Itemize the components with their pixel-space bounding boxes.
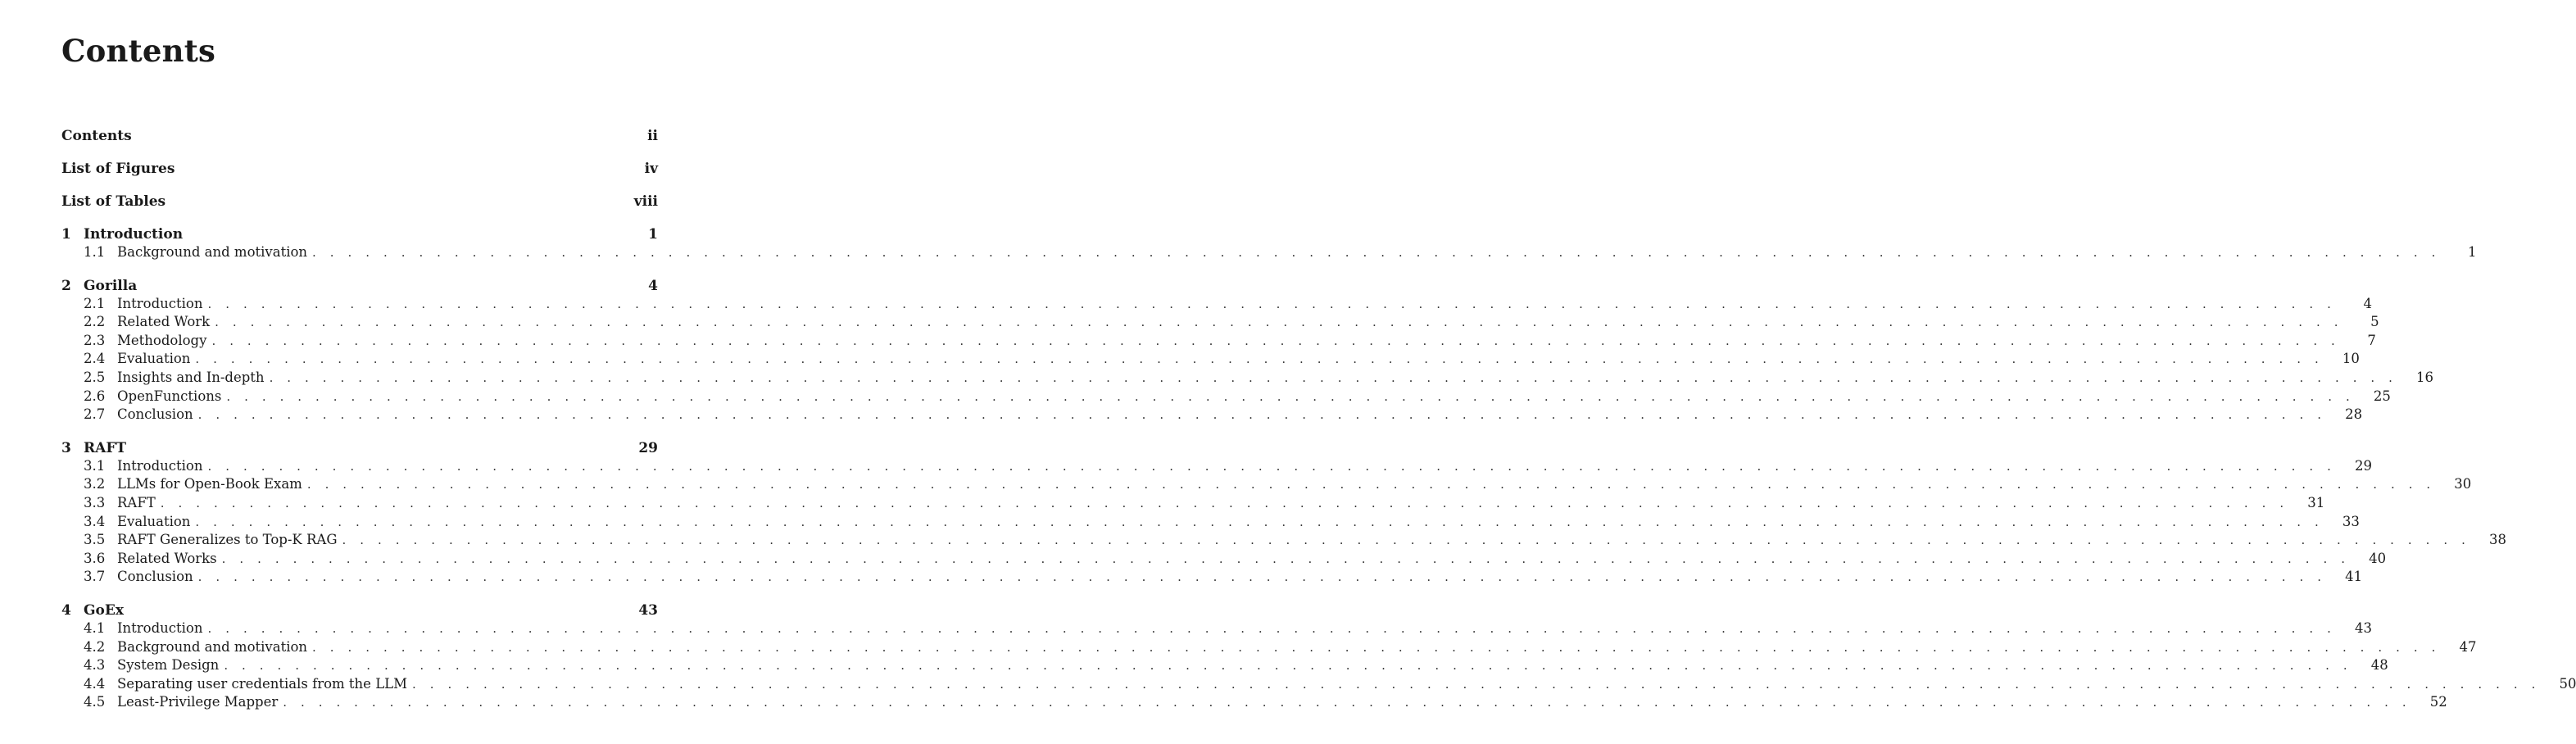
toc-entry-section[interactable] [61, 388, 2391, 406]
toc-page-number: 25 [2373, 388, 2391, 404]
toc-entry-front-matter[interactable] [61, 193, 658, 211]
toc-page-number: 28 [2345, 406, 2363, 423]
toc-entry-title: GoEx [84, 601, 124, 619]
toc-entry-title: Gorilla [84, 277, 138, 294]
toc-entry-section[interactable] [61, 332, 2376, 351]
toc-entry-section[interactable] [61, 550, 2387, 569]
section-number: 3.6 [84, 550, 106, 566]
toc-entry-section[interactable] [61, 656, 2388, 675]
toc-entry-title: OpenFunctions [117, 388, 226, 406]
toc-entry-front-matter[interactable] [61, 160, 658, 178]
toc-page-number: 50 [2559, 675, 2576, 692]
section-number: 2.1 [84, 295, 106, 311]
dot-leader: . . . . . . . . . . . . . . . . . . . . . . . . . . . . . . . . . . . . . . . . . . . . . . . . . . . . . . . . . . . . . . . . . . . . . . . . . . . . . . . . . . . . . . . . . . . . . . . . . . . . . . . . . . . . . . . . . . . . . . . . [195, 352, 2324, 367]
toc-entry-title: RAFT Generalizes to Top-K RAG [117, 531, 342, 550]
toc-entry-section[interactable] [61, 513, 2360, 532]
toc-entry-title: Methodology [117, 332, 211, 351]
dot-leader: . . . . . . . . . . . . . . . . . . . . . . . . . . . . . . . . . . . . . . . . . . . . . . . . . . . . . . . . . . . . . . . . . . . . . . . . . . . . . . . . . . . . . . . . . . . . . . . . . . . . . . . . . . . . . . . . . . . . . . . . [207, 620, 2336, 636]
toc-entry-title: Background and motivation [117, 638, 312, 657]
section-number: 2.6 [84, 388, 106, 404]
toc-entry-section[interactable] [61, 531, 2506, 550]
toc-entry-section[interactable] [61, 619, 2372, 638]
toc-entry-title: Introduction [117, 457, 208, 476]
toc-page-number: 43 [638, 601, 658, 619]
toc-entry-title: Background and motivation [117, 243, 312, 262]
dot-leader: . . . . . . . . . . . . . . . . . . . . . . . . . . . . . . . . . . . . . . . . . . . . . . . . . . . . . . . . . . . . . . . . . . . . . . . . . . . . . . . . . . . . . . . . . . . . . . . . . . . . . . . . . . . . . . . . . . . . . . . . [224, 658, 2352, 674]
toc-entry-section[interactable] [61, 350, 2360, 369]
section-number: 2.4 [84, 351, 106, 367]
toc-entry-title: Introduction [117, 619, 208, 638]
toc-entry-section[interactable] [61, 295, 2372, 314]
section-number: 4.4 [84, 675, 106, 692]
toc-entry-title: RAFT [117, 494, 161, 513]
toc-entry-section[interactable] [61, 243, 2477, 262]
dot-leader: . . . . . . . . . . . . . . . . . . . . . . . . . . . . . . . . . . . . . . . . . . . . . . . . . . . . . . . . . . . . . . . . . . . . . . . . . . . . . . . . . . . . . . . . . . . . . . . . . . . . . . . . . . . . . . . . . . . . . . . . [207, 296, 2336, 311]
chapter-number: 3 [61, 439, 71, 456]
toc-entry-chapter[interactable] [61, 601, 658, 619]
toc-entry-title: Introduction [117, 295, 208, 314]
section-number: 2.2 [84, 314, 106, 330]
toc-entry-chapter[interactable] [61, 439, 658, 457]
toc-entry-title: Contents [61, 128, 132, 144]
section-number: 3.7 [84, 569, 106, 585]
section-number: 4.3 [84, 657, 106, 674]
section-number: 2.7 [84, 406, 106, 423]
toc-page-number: ii [647, 128, 658, 144]
toc-page-number: 38 [2489, 532, 2506, 548]
toc-page-number: 47 [2459, 638, 2477, 655]
chapter-number: 2 [61, 277, 71, 294]
dot-leader: . . . . . . . . . . . . . . . . . . . . . . . . . . . . . . . . . . . . . . . . . . . . . . . . . . . . . . . . . . . . . . . . . . . . . . . . . . . . . . . . . . . . . . . . . . . . . . . . . . . . . . . . . . . . . . . . . . . . . . . . [215, 315, 2343, 330]
toc-entry-title: LLMs for Open-Book Exam [117, 475, 307, 494]
section-number: 3.2 [84, 476, 106, 492]
dot-leader: . . . . . . . . . . . . . . . . . . . . . . . . . . . . . . . . . . . . . . . . . . . . . . . . . . . . . . . . . . . . . . . . . . . . . . . . . . . . . . . . . . . . . . . . . . . . . . . . . . . . . . . . . . . . . . . . . . . . . . . . [160, 495, 2289, 510]
section-number: 1.1 [84, 244, 106, 260]
toc-page-number: 10 [2342, 351, 2360, 367]
toc-page-number: 52 [2429, 694, 2447, 710]
dot-leader: . . . . . . . . . . . . . . . . . . . . . . . . . . . . . . . . . . . . . . . . . . . . . . . . . . . . . . . . . . . . . . . . . . . . . . . . . . . . . . . . . . . . . . . . . . . . . . . . . . . . . . . . . . . . . . . . . . . . . . . . [226, 388, 2355, 404]
dot-leader: . . . . . . . . . . . . . . . . . . . . . . . . . . . . . . . . . . . . . . . . . . . . . . . . . . . . . . . . . . . . . . . . . . . . . . . . . . . . . . . . . . . . . . . . . . . . . . . . . . . . . . . . . . . . . . . . . . . . . . . . [269, 370, 2398, 385]
dot-leader: . . . . . . . . . . . . . . . . . . . . . . . . . . . . . . . . . . . . . . . . . . . . . . . . . . . . . . . . . . . . . . . . . . . . . . . . . . . . . . . . . . . . . . . . . . . . . . . . . . . . . . . . . . . . . . . . . . . . . . . . [312, 639, 2441, 655]
toc-page-number: 33 [2342, 513, 2360, 529]
dot-leader: . . . . . . . . . . . . . . . . . . . . . . . . . . . . . . . . . . . . . . . . . . . . . . . . . . . . . . . . . . . . . . . . . . . . . . . . . . . . . . . . . . . . . . . . . . . . . . . . . . . . . . . . . . . . . . . . . . . . . . . . [211, 333, 2340, 348]
toc-entry-title: List of Figures [61, 161, 175, 177]
toc-page-number: viii [633, 193, 658, 210]
dot-leader: . . . . . . . . . . . . . . . . . . . . . . . . . . . . . . . . . . . . . . . . . . . . . . . . . . . . . . . . . . . . . . . . . . . . . . . . . . . . . . . . . . . . . . . . . . . . . . . . . . . . . . . . . . . . . . . . . . . . . . . . [412, 676, 2541, 692]
toc-entry-section[interactable] [61, 568, 2363, 587]
dot-leader: . . . . . . . . . . . . . . . . . . . . . . . . . . . . . . . . . . . . . . . . . . . . . . . . . . . . . . . . . . . . . . . . . . . . . . . . . . . . . . . . . . . . . . . . . . . . . . . . . . . . . . . . . . . . . . . . . . . . . . . . [306, 477, 2436, 492]
section-number: 4.1 [84, 619, 106, 636]
toc-page-number: 1 [648, 226, 658, 243]
section-number: 4.2 [84, 638, 106, 655]
toc-entry-chapter[interactable] [61, 277, 658, 295]
toc-entry-section[interactable] [61, 475, 2472, 494]
toc-page-number: 43 [2354, 619, 2372, 636]
toc-entry-section[interactable] [61, 406, 2363, 424]
toc-entry-title: Evaluation [117, 513, 195, 532]
page-title: Contents [61, 33, 216, 69]
toc-page-number: 4 [2363, 295, 2372, 311]
dot-leader: . . . . . . . . . . . . . . . . . . . . . . . . . . . . . . . . . . . . . . . . . . . . . . . . . . . . . . . . . . . . . . . . . . . . . . . . . . . . . . . . . . . . . . . . . . . . . . . . . . . . . . . . . . . . . . . . . . . . . . . . [221, 551, 2351, 566]
toc-entry-section[interactable] [61, 494, 2325, 513]
toc-page-number: 31 [2307, 494, 2325, 510]
toc-entry-section[interactable] [61, 675, 2576, 694]
toc-page-number: 41 [2345, 569, 2363, 585]
dot-leader: . . . . . . . . . . . . . . . . . . . . . . . . . . . . . . . . . . . . . . . . . . . . . . . . . . . . . . . . . . . . . . . . . . . . . . . . . . . . . . . . . . . . . . . . . . . . . . . . . . . . . . . . . . . . . . . . . . . . . . . . [195, 514, 2324, 529]
toc-entry-title: Insights and In-depth [117, 369, 270, 388]
toc-entry-title: Evaluation [117, 350, 195, 369]
toc-entry-front-matter[interactable] [61, 127, 658, 145]
section-number: 3.1 [84, 457, 106, 474]
toc-entry-title: List of Tables [61, 193, 166, 210]
toc-entry-title: Least-Privilege Mapper [117, 693, 283, 712]
dot-leader: . . . . . . . . . . . . . . . . . . . . . . . . . . . . . . . . . . . . . . . . . . . . . . . . . . . . . . . . . . . . . . . . . . . . . . . . . . . . . . . . . . . . . . . . . . . . . . . . . . . . . . . . . . . . . . . . . . . . . . . . [207, 458, 2336, 474]
toc-page-number: 1 [2468, 244, 2477, 260]
section-number: 3.3 [84, 494, 106, 510]
toc-entry-section[interactable] [61, 313, 2379, 332]
toc-entry-section[interactable] [61, 693, 2447, 712]
toc-page-number: 29 [2354, 457, 2372, 474]
toc-entry-section[interactable] [61, 638, 2477, 657]
section-number: 2.3 [84, 332, 106, 348]
chapter-number: 4 [61, 601, 71, 619]
dot-leader: . . . . . . . . . . . . . . . . . . . . . . . . . . . . . . . . . . . . . . . . . . . . . . . . . . . . . . . . . . . . . . . . . . . . . . . . . . . . . . . . . . . . . . . . . . . . . . . . . . . . . . . . . . . . . . . . . . . . . . . . [197, 407, 2327, 423]
toc-page-number: 48 [2370, 657, 2388, 674]
dot-leader: . . . . . . . . . . . . . . . . . . . . . . . . . . . . . . . . . . . . . . . . . . . . . . . . . . . . . . . . . . . . . . . . . . . . . . . . . . . . . . . . . . . . . . . . . . . . . . . . . . . . . . . . . . . . . . . . . . . . . . . . [197, 569, 2327, 585]
toc-page-number: 30 [2454, 476, 2472, 492]
toc-entry-section[interactable] [61, 457, 2372, 476]
section-number: 3.5 [84, 532, 106, 548]
toc-entry-title: RAFT [84, 439, 127, 456]
toc-entry-title: Conclusion [117, 406, 198, 424]
toc-page-number: iv [644, 161, 658, 177]
section-number: 3.4 [84, 513, 106, 529]
toc-page-number: 5 [2370, 314, 2379, 330]
toc-entry-title: Related Works [117, 550, 222, 569]
dot-leader: . . . . . . . . . . . . . . . . . . . . . . . . . . . . . . . . . . . . . . . . . . . . . . . . . . . . . . . . . . . . . . . . . . . . . . . . . . . . . . . . . . . . . . . . . . . . . . . . . . . . . . . . . . . . . . . . . . . . . . . . [312, 245, 2441, 260]
chapter-number: 1 [61, 226, 71, 243]
toc-page-number: 4 [648, 277, 658, 294]
toc-entry-chapter[interactable] [61, 225, 658, 243]
toc-entry-title: Introduction [84, 226, 184, 243]
section-number: 4.5 [84, 694, 106, 710]
toc-page-number: 40 [2369, 550, 2387, 566]
dot-leader: . . . . . . . . . . . . . . . . . . . . . . . . . . . . . . . . . . . . . . . . . . . . . . . . . . . . . . . . . . . . . . . . . . . . . . . . . . . . . . . . . . . . . . . . . . . . . . . . . . . . . . . . . . . . . . . . . . . . . . . . [283, 695, 2411, 710]
toc-entry-section[interactable] [61, 369, 2434, 388]
toc-page-number: 29 [638, 439, 658, 456]
section-number: 2.5 [84, 369, 106, 385]
toc-entry-title: Separating user credentials from the LLM [117, 675, 412, 694]
toc-page-number: 16 [2416, 369, 2434, 385]
dot-leader: . . . . . . . . . . . . . . . . . . . . . . . . . . . . . . . . . . . . . . . . . . . . . . . . . . . . . . . . . . . . . . . . . . . . . . . . . . . . . . . . . . . . . . . . . . . . . . . . . . . . . . . . . . . . . . . . . . . . . . . . [342, 533, 2470, 548]
toc-entry-title: Related Work [117, 313, 215, 332]
toc-page-number: 7 [2367, 332, 2376, 348]
toc-entry-title: System Design [117, 656, 224, 675]
toc-entry-title: Conclusion [117, 568, 198, 587]
table-of-contents [61, 127, 2576, 712]
